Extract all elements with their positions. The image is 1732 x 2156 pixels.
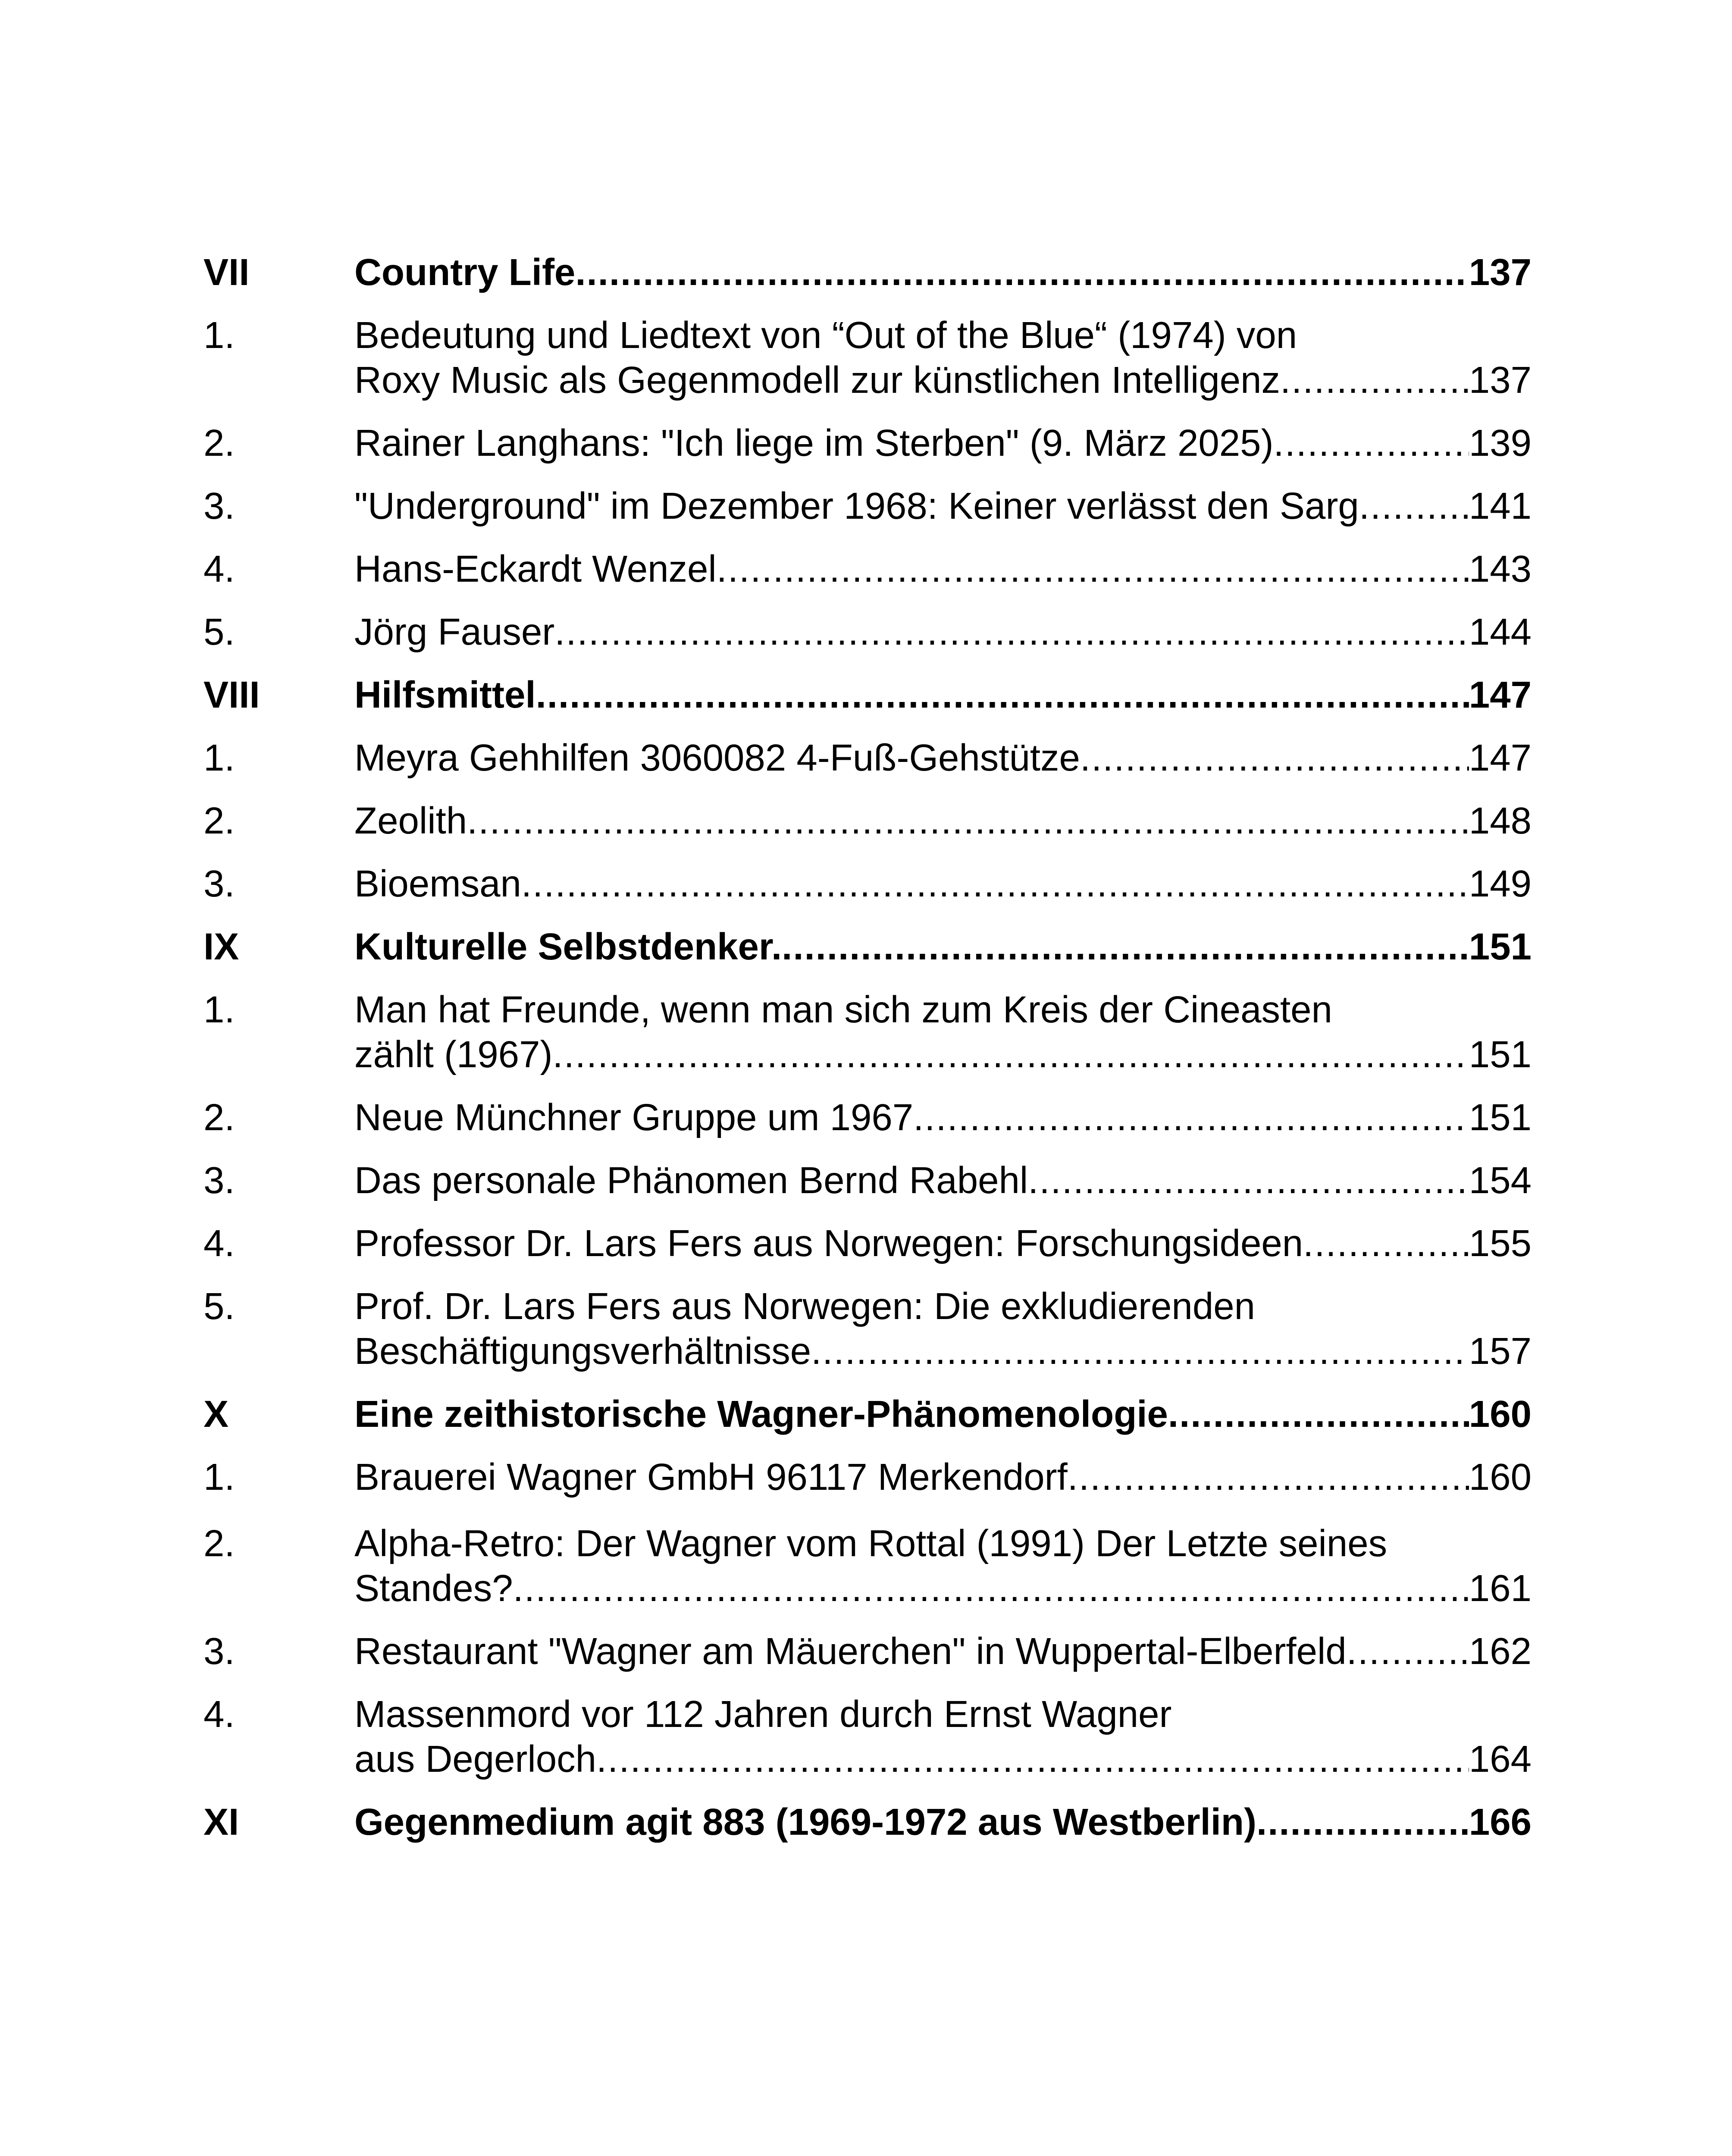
toc-number: 2. bbox=[204, 1097, 235, 1138]
toc-page-number: 148 bbox=[1469, 800, 1532, 842]
toc-entry-body bbox=[354, 610, 1532, 655]
toc-number: 2. bbox=[204, 800, 235, 842]
toc-title-first-line: Bedeutung und Liedtext von “Out of the Blue“ (1974) von bbox=[354, 314, 1297, 356]
toc-entry-body bbox=[354, 736, 1532, 780]
toc-title: Das personale Phänomen Bernd Rabehl bbox=[354, 1159, 1028, 1201]
toc-entry[interactable] bbox=[204, 862, 1532, 906]
toc-page-number: 155 bbox=[1469, 1222, 1532, 1264]
dot-leader bbox=[913, 1095, 1469, 1140]
toc-title: Eine zeithistorische Wagner-Phänomenologie bbox=[354, 1393, 1168, 1435]
toc-entry-body bbox=[354, 799, 1532, 843]
toc-title: Beschäftigungsverhältnisse bbox=[354, 1330, 811, 1372]
dot-leader bbox=[1303, 1221, 1469, 1266]
toc-page-number: 166 bbox=[1469, 1801, 1532, 1843]
toc-page-number: 149 bbox=[1469, 863, 1532, 905]
dot-leader bbox=[1274, 421, 1469, 466]
toc-title-first-line: Man hat Freunde, wenn man sich zum Kreis der Cineasten bbox=[354, 989, 1332, 1031]
toc-title: Restaurant "Wagner am Mäuerchen" in Wuppertal-Elberfeld bbox=[354, 1630, 1347, 1672]
toc-number: 1. bbox=[204, 989, 235, 1031]
dot-leader bbox=[717, 547, 1469, 592]
toc-entry[interactable] bbox=[204, 799, 1532, 843]
toc-page-number: 160 bbox=[1469, 1456, 1532, 1498]
toc-entry[interactable] bbox=[204, 1095, 1532, 1140]
toc-title-line bbox=[354, 1737, 1532, 1782]
toc-page-number: 141 bbox=[1469, 485, 1532, 527]
toc-title-line bbox=[354, 736, 1532, 780]
toc-title-line bbox=[354, 421, 1532, 466]
toc-entry[interactable] bbox=[204, 736, 1532, 780]
toc-page-number: 160 bbox=[1469, 1393, 1532, 1435]
toc-entry-body bbox=[354, 1629, 1532, 1674]
toc-page-number: 164 bbox=[1469, 1738, 1532, 1780]
toc-title: Standes? bbox=[354, 1567, 513, 1609]
toc-page-number: 151 bbox=[1469, 1097, 1532, 1138]
toc-number: 2. bbox=[204, 1523, 235, 1564]
toc-entry[interactable] bbox=[204, 1521, 1532, 1611]
toc-title-line bbox=[354, 1629, 1532, 1674]
dot-leader bbox=[552, 1032, 1469, 1077]
dot-leader bbox=[1359, 484, 1469, 529]
toc-entry[interactable] bbox=[204, 313, 1532, 403]
dot-leader bbox=[521, 862, 1469, 906]
toc-page-number: 162 bbox=[1469, 1630, 1532, 1672]
dot-leader bbox=[554, 610, 1469, 655]
toc-number: VII bbox=[204, 251, 250, 293]
toc-entry-body bbox=[354, 862, 1532, 906]
toc-entry[interactable] bbox=[204, 484, 1532, 529]
toc-entry[interactable] bbox=[204, 1629, 1532, 1674]
toc-title: Kulturelle Selbstdenker. bbox=[354, 926, 782, 968]
toc-page-number: 151 bbox=[1469, 1034, 1532, 1075]
toc-title-first-line: Massenmord vor 112 Jahren durch Ernst Wagner bbox=[354, 1693, 1172, 1735]
toc-entry[interactable] bbox=[204, 1455, 1532, 1500]
toc-title-line bbox=[354, 1221, 1532, 1266]
dot-leader bbox=[536, 673, 1469, 718]
toc-title-line bbox=[354, 547, 1532, 592]
toc-title: aus Degerloch bbox=[354, 1738, 596, 1780]
toc-chapter[interactable] bbox=[204, 250, 1532, 295]
toc-page-number: 147 bbox=[1469, 737, 1532, 779]
toc-number: 4. bbox=[204, 548, 235, 590]
toc-entry-body bbox=[354, 250, 1532, 295]
dot-leader bbox=[1028, 1158, 1469, 1203]
toc-page-number: 143 bbox=[1469, 548, 1532, 590]
toc-number: 1. bbox=[204, 1456, 235, 1498]
toc-title-first-line: Alpha-Retro: Der Wagner vom Rottal (1991) Der Letzte seines bbox=[354, 1523, 1387, 1564]
toc-title: Country Life bbox=[354, 251, 576, 293]
toc-number: 3. bbox=[204, 1159, 235, 1201]
toc-entry-body bbox=[354, 313, 1532, 403]
dot-leader bbox=[1256, 1800, 1469, 1845]
toc-entry[interactable] bbox=[204, 1692, 1532, 1782]
dot-leader bbox=[1068, 1455, 1469, 1500]
toc-number: 3. bbox=[204, 1630, 235, 1672]
toc-entry-body bbox=[354, 484, 1532, 529]
toc-title-line bbox=[354, 1800, 1532, 1845]
toc-title: Rainer Langhans: "Ich liege im Sterben" (9. März 2025) bbox=[354, 422, 1274, 464]
toc-entry[interactable] bbox=[204, 1221, 1532, 1266]
toc-entry[interactable] bbox=[204, 987, 1532, 1077]
toc-page-number: 154 bbox=[1469, 1159, 1532, 1201]
toc-title-line bbox=[354, 924, 1532, 969]
dot-leader bbox=[467, 799, 1469, 843]
toc-entry-body bbox=[354, 1221, 1532, 1266]
toc-number: XI bbox=[204, 1801, 239, 1843]
toc-entry-body bbox=[354, 421, 1532, 466]
toc-number: 3. bbox=[204, 863, 235, 905]
toc-title-line bbox=[354, 862, 1532, 906]
dot-leader bbox=[811, 1329, 1469, 1374]
toc-page-number: 137 bbox=[1469, 359, 1532, 401]
toc-title: Jörg Fauser bbox=[354, 611, 555, 653]
toc-page-number: 137 bbox=[1469, 251, 1532, 293]
toc-title: Hilfsmittel bbox=[354, 674, 536, 716]
toc-page-number: 144 bbox=[1469, 611, 1532, 653]
toc-title: Roxy Music als Gegenmodell zur künstlichen Intelligenz bbox=[354, 359, 1281, 401]
toc-title-line bbox=[354, 1566, 1532, 1611]
toc-entry[interactable] bbox=[204, 547, 1532, 592]
toc-title-line bbox=[354, 799, 1532, 843]
toc-number: 2. bbox=[204, 422, 235, 464]
toc-number: 5. bbox=[204, 611, 235, 653]
toc-entry-body bbox=[354, 1800, 1532, 1845]
dot-leader bbox=[1280, 358, 1469, 403]
toc-title: Zeolith bbox=[354, 800, 467, 842]
toc-title-line bbox=[354, 1392, 1532, 1437]
toc-entry[interactable] bbox=[204, 610, 1532, 655]
toc-number: VIII bbox=[204, 674, 260, 716]
toc-number: 4. bbox=[204, 1222, 235, 1264]
toc-title-line bbox=[354, 673, 1532, 718]
toc-chapter[interactable] bbox=[204, 673, 1532, 718]
toc-title: zählt (1967) bbox=[354, 1034, 553, 1075]
dot-leader bbox=[575, 250, 1469, 295]
toc-title: Professor Dr. Lars Fers aus Norwegen: Forschungsideen bbox=[354, 1222, 1303, 1264]
dot-leader bbox=[782, 924, 1469, 969]
toc-number: 1. bbox=[204, 737, 235, 779]
toc-title-line bbox=[354, 358, 1532, 403]
toc-page-number: 157 bbox=[1469, 1330, 1532, 1372]
toc-entry-body bbox=[354, 924, 1532, 969]
toc-title-line bbox=[354, 1158, 1532, 1203]
toc-title: Brauerei Wagner GmbH 96117 Merkendorf bbox=[354, 1456, 1068, 1498]
toc-number: 4. bbox=[204, 1693, 235, 1735]
dot-leader bbox=[1347, 1629, 1469, 1674]
toc-page-number: 147 bbox=[1469, 674, 1532, 716]
toc-entry-body bbox=[354, 1455, 1532, 1500]
toc-title-first-line: Prof. Dr. Lars Fers aus Norwegen: Die exkludierenden bbox=[354, 1285, 1255, 1327]
dot-leader bbox=[1080, 736, 1469, 780]
toc-title: Gegenmedium agit 883 (1969-1972 aus Westberlin) bbox=[354, 1801, 1257, 1843]
dot-leader bbox=[596, 1737, 1469, 1782]
toc-chapter[interactable] bbox=[204, 1392, 1532, 1437]
toc-page-number: 161 bbox=[1469, 1567, 1532, 1609]
toc-entry-body bbox=[354, 547, 1532, 592]
toc-entry-body bbox=[354, 987, 1532, 1077]
toc-entry-body bbox=[354, 1692, 1532, 1782]
toc-number: 1. bbox=[204, 314, 235, 356]
toc-entry-body bbox=[354, 1095, 1532, 1140]
toc-title-line bbox=[354, 484, 1532, 529]
toc-title-line bbox=[354, 610, 1532, 655]
toc-title-line bbox=[354, 250, 1532, 295]
toc-entry-body bbox=[354, 1284, 1532, 1374]
toc-number: 5. bbox=[204, 1285, 235, 1327]
toc-entry[interactable] bbox=[204, 1158, 1532, 1203]
toc-title: Hans-Eckardt Wenzel bbox=[354, 548, 717, 590]
toc-title-line bbox=[354, 1455, 1532, 1500]
toc-entry-body bbox=[354, 1521, 1532, 1611]
toc-title: Neue Münchner Gruppe um 1967 bbox=[354, 1097, 914, 1138]
dot-leader bbox=[513, 1566, 1469, 1611]
toc-page-number: 151 bbox=[1469, 926, 1532, 968]
toc-title-line bbox=[354, 1329, 1532, 1374]
toc-entry[interactable] bbox=[204, 1284, 1532, 1374]
toc-entry[interactable] bbox=[204, 421, 1532, 466]
toc-number: IX bbox=[204, 926, 239, 968]
toc-entry-body bbox=[354, 1392, 1532, 1437]
toc-entry-body bbox=[354, 673, 1532, 718]
toc-chapter[interactable] bbox=[204, 1800, 1532, 1845]
dot-leader bbox=[1168, 1392, 1469, 1437]
toc-title: "Underground" im Dezember 1968: Keiner verlässt den Sarg bbox=[354, 485, 1359, 527]
toc-number: X bbox=[204, 1393, 229, 1435]
toc-title: Bioemsan bbox=[354, 863, 521, 905]
toc-page-number: 139 bbox=[1469, 422, 1532, 464]
toc-title-line bbox=[354, 1095, 1532, 1140]
toc-title-line bbox=[354, 1032, 1532, 1077]
toc-chapter[interactable] bbox=[204, 924, 1532, 969]
toc-number: 3. bbox=[204, 485, 235, 527]
toc-entry-body bbox=[354, 1158, 1532, 1203]
toc-title: Meyra Gehhilfen 3060082 4-Fuß-Gehstütze bbox=[354, 737, 1080, 779]
table-of-contents bbox=[204, 250, 1532, 1845]
